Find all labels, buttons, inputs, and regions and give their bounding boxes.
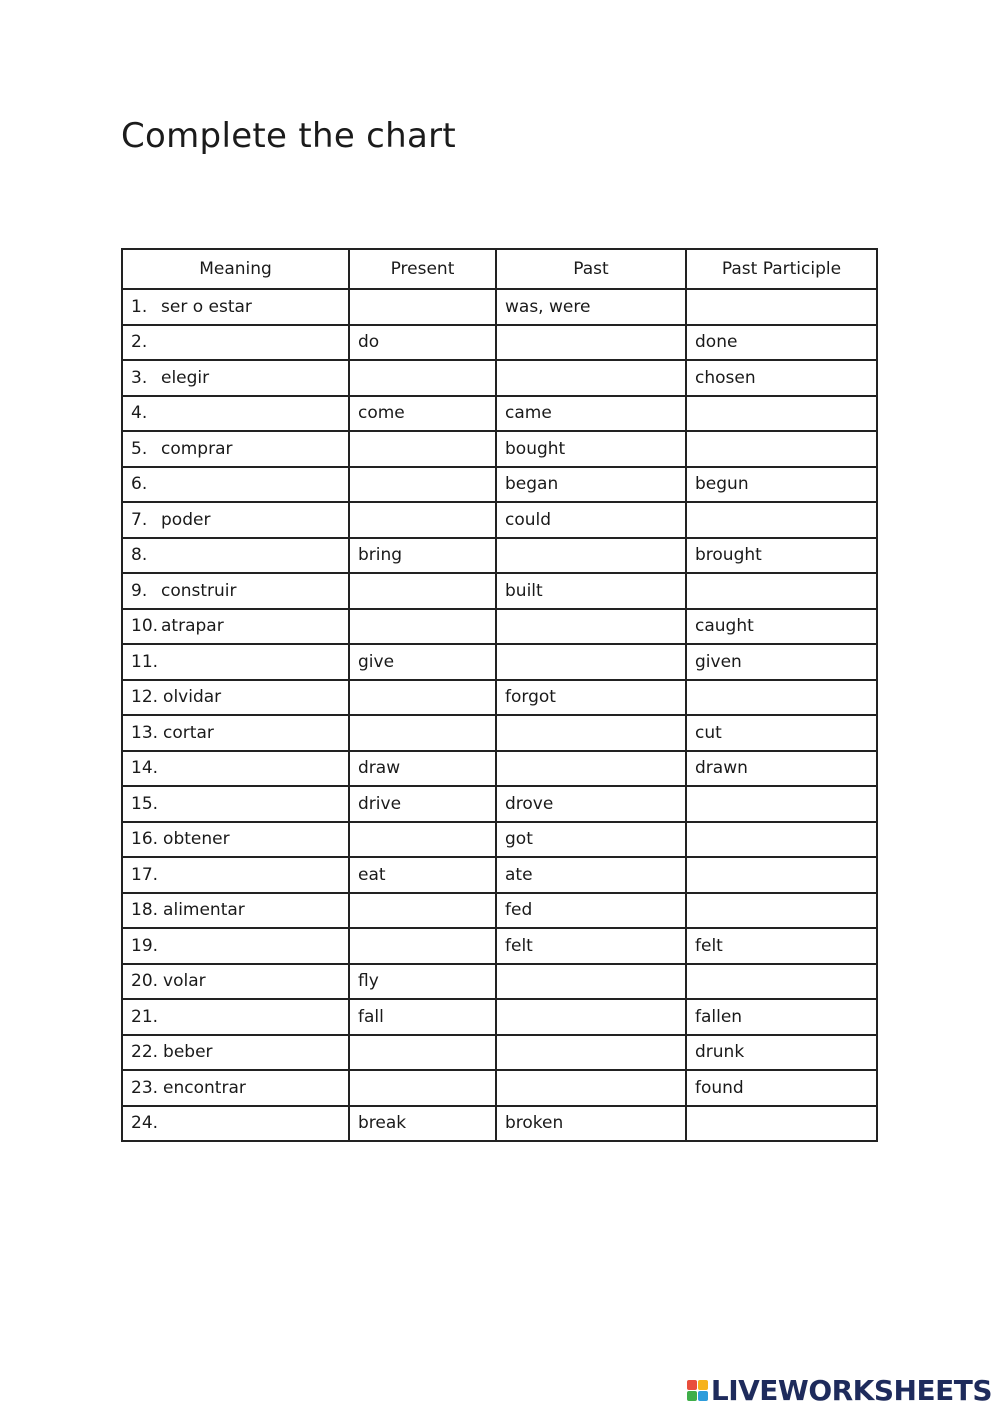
past-participle-cell[interactable] (686, 289, 877, 325)
present-cell[interactable] (349, 360, 496, 396)
meaning-cell[interactable] (122, 999, 349, 1035)
present-cell[interactable] (349, 715, 496, 751)
meaning-cell[interactable] (122, 502, 349, 538)
table-row (122, 396, 877, 432)
past-participle-cell[interactable] (686, 431, 877, 467)
meaning-cell[interactable] (122, 822, 349, 858)
meaning-cell[interactable] (122, 573, 349, 609)
past-cell[interactable] (496, 964, 686, 1000)
past-participle-cell[interactable] (686, 786, 877, 822)
row-number: 6. (131, 474, 148, 495)
table-row (122, 609, 877, 645)
meaning-cell[interactable] (122, 786, 349, 822)
meaning-text: comprar (161, 438, 233, 459)
past-cell[interactable]: began (496, 467, 686, 503)
past-cell[interactable]: drove (496, 786, 686, 822)
past-cell[interactable] (496, 609, 686, 645)
past-cell[interactable]: bought (496, 431, 686, 467)
past-cell[interactable] (496, 325, 686, 361)
past-participle-cell[interactable]: found (686, 1070, 877, 1106)
present-cell[interactable]: break (349, 1106, 496, 1142)
table-row (122, 751, 877, 787)
past-participle-cell[interactable] (686, 822, 877, 858)
table-row (122, 964, 877, 1000)
row-number: 20. (131, 971, 159, 992)
past-participle-cell[interactable]: drawn (686, 751, 877, 787)
logo-square-2 (698, 1380, 708, 1390)
past-participle-cell[interactable]: caught (686, 609, 877, 645)
row-number: 8. (131, 545, 148, 566)
past-participle-cell[interactable]: fallen (686, 999, 877, 1035)
past-participle-cell[interactable]: chosen (686, 360, 877, 396)
past-cell[interactable]: was, were (496, 289, 686, 325)
past-cell[interactable]: ate (496, 857, 686, 893)
table-row (122, 289, 877, 325)
row-number: 21. (131, 1006, 159, 1027)
row-number: 22. (131, 1042, 159, 1063)
row-number: 9. (131, 580, 148, 601)
header-past: Past (496, 249, 686, 289)
meaning-cell[interactable] (122, 751, 349, 787)
present-cell[interactable] (349, 680, 496, 716)
past-cell[interactable]: got (496, 822, 686, 858)
row-number: 14. (131, 758, 159, 779)
row-number: 24. (131, 1113, 159, 1134)
table-row (122, 680, 877, 716)
table-row (122, 786, 877, 822)
past-participle-cell[interactable] (686, 893, 877, 929)
meaning-cell[interactable] (122, 609, 349, 645)
present-cell[interactable]: drive (349, 786, 496, 822)
past-participle-cell[interactable] (686, 502, 877, 538)
meaning-cell[interactable] (122, 467, 349, 503)
meaning-text: construir (161, 580, 237, 601)
page-title: Complete the chart (121, 116, 457, 156)
meaning-cell[interactable] (122, 431, 349, 467)
meaning-text: poder (161, 509, 211, 530)
liveworksheets-logo-icon (687, 1380, 708, 1401)
past-cell[interactable] (496, 999, 686, 1035)
past-participle-cell[interactable] (686, 964, 877, 1000)
meaning-text: olvidar (163, 687, 222, 708)
past-participle-cell[interactable]: brought (686, 538, 877, 574)
row-number: 15. (131, 793, 159, 814)
row-number: 3. (131, 367, 148, 388)
row-number: 19. (131, 935, 159, 956)
present-cell[interactable]: come (349, 396, 496, 432)
meaning-cell[interactable] (122, 289, 349, 325)
present-cell[interactable]: give (349, 644, 496, 680)
table-row (122, 644, 877, 680)
present-cell[interactable] (349, 289, 496, 325)
present-cell[interactable] (349, 1035, 496, 1071)
present-cell[interactable] (349, 822, 496, 858)
present-cell[interactable] (349, 573, 496, 609)
meaning-cell[interactable] (122, 1070, 349, 1106)
row-number: 11. (131, 651, 159, 672)
row-number: 4. (131, 403, 148, 424)
meaning-cell[interactable] (122, 644, 349, 680)
row-number: 5. (131, 438, 148, 459)
row-number: 23. (131, 1077, 159, 1098)
present-cell[interactable]: draw (349, 751, 496, 787)
logo-square-4 (698, 1391, 708, 1401)
present-cell[interactable]: eat (349, 857, 496, 893)
meaning-cell[interactable] (122, 964, 349, 1000)
meaning-text: ser o estar (161, 296, 252, 317)
meaning-cell[interactable] (122, 1106, 349, 1142)
meaning-text: volar (163, 971, 206, 992)
table-row (122, 1106, 877, 1142)
meaning-text: atrapar (161, 616, 224, 637)
table-header-row (122, 249, 877, 289)
present-cell[interactable] (349, 1070, 496, 1106)
table-row (122, 1035, 877, 1071)
present-cell[interactable] (349, 609, 496, 645)
table-row (122, 1070, 877, 1106)
past-cell[interactable] (496, 644, 686, 680)
verb-chart-table (121, 248, 878, 1142)
past-cell[interactable] (496, 715, 686, 751)
past-cell[interactable]: came (496, 396, 686, 432)
table-row (122, 822, 877, 858)
row-number: 7. (131, 509, 148, 530)
past-participle-cell[interactable] (686, 573, 877, 609)
table-row (122, 502, 877, 538)
present-cell[interactable] (349, 502, 496, 538)
meaning-text: alimentar (163, 900, 245, 921)
table-body (122, 289, 877, 1141)
table-row (122, 999, 877, 1035)
table-row (122, 360, 877, 396)
meaning-cell[interactable] (122, 1035, 349, 1071)
past-participle-cell[interactable]: drunk (686, 1035, 877, 1071)
meaning-cell[interactable] (122, 893, 349, 929)
meaning-text: obtener (163, 829, 230, 850)
meaning-text: cortar (163, 722, 214, 743)
row-number: 1. (131, 296, 148, 317)
present-cell[interactable] (349, 431, 496, 467)
row-number: 13. (131, 722, 159, 743)
table-row (122, 467, 877, 503)
past-participle-cell[interactable] (686, 680, 877, 716)
row-number: 18. (131, 900, 159, 921)
liveworksheets-watermark (687, 1374, 992, 1407)
meaning-text: encontrar (163, 1077, 246, 1098)
past-participle-cell[interactable]: felt (686, 928, 877, 964)
past-cell[interactable] (496, 1035, 686, 1071)
past-participle-cell[interactable]: begun (686, 467, 877, 503)
header-present: Present (349, 249, 496, 289)
past-cell[interactable] (496, 1070, 686, 1106)
header-meaning: Meaning (122, 249, 349, 289)
past-participle-cell[interactable]: given (686, 644, 877, 680)
table-row (122, 857, 877, 893)
meaning-cell[interactable] (122, 928, 349, 964)
meaning-cell[interactable] (122, 325, 349, 361)
past-cell[interactable] (496, 751, 686, 787)
past-participle-cell[interactable] (686, 1106, 877, 1142)
table-row (122, 928, 877, 964)
present-cell[interactable]: fly (349, 964, 496, 1000)
meaning-text: elegir (161, 367, 210, 388)
table-row (122, 573, 877, 609)
table-row (122, 431, 877, 467)
table-row (122, 325, 877, 361)
past-participle-cell[interactable]: done (686, 325, 877, 361)
past-participle-cell[interactable] (686, 396, 877, 432)
header-past-participle: Past Participle (686, 249, 877, 289)
watermark-text: LIVEWORKSHEETS (710, 1374, 992, 1407)
table-row (122, 538, 877, 574)
past-participle-cell[interactable]: cut (686, 715, 877, 751)
past-cell[interactable] (496, 360, 686, 396)
meaning-text: beber (163, 1042, 213, 1063)
past-cell[interactable]: could (496, 502, 686, 538)
meaning-cell[interactable] (122, 396, 349, 432)
meaning-cell[interactable] (122, 857, 349, 893)
present-cell[interactable]: do (349, 325, 496, 361)
meaning-cell[interactable] (122, 680, 349, 716)
meaning-cell[interactable] (122, 360, 349, 396)
past-cell[interactable]: fed (496, 893, 686, 929)
table-row (122, 893, 877, 929)
table-row (122, 715, 877, 751)
row-number: 17. (131, 864, 159, 885)
past-cell[interactable]: felt (496, 928, 686, 964)
row-number: 2. (131, 332, 148, 353)
meaning-cell[interactable] (122, 715, 349, 751)
logo-square-3 (687, 1391, 697, 1401)
past-cell[interactable]: built (496, 573, 686, 609)
past-cell[interactable]: broken (496, 1106, 686, 1142)
past-participle-cell[interactable] (686, 857, 877, 893)
row-number: 16. (131, 829, 159, 850)
logo-square-1 (687, 1380, 697, 1390)
present-cell[interactable]: bring (349, 538, 496, 574)
present-cell[interactable]: fall (349, 999, 496, 1035)
past-cell[interactable]: forgot (496, 680, 686, 716)
past-cell[interactable] (496, 538, 686, 574)
meaning-cell[interactable] (122, 538, 349, 574)
present-cell[interactable] (349, 893, 496, 929)
present-cell[interactable] (349, 467, 496, 503)
row-number: 12. (131, 687, 159, 708)
row-number: 10. (131, 616, 159, 637)
present-cell[interactable] (349, 928, 496, 964)
